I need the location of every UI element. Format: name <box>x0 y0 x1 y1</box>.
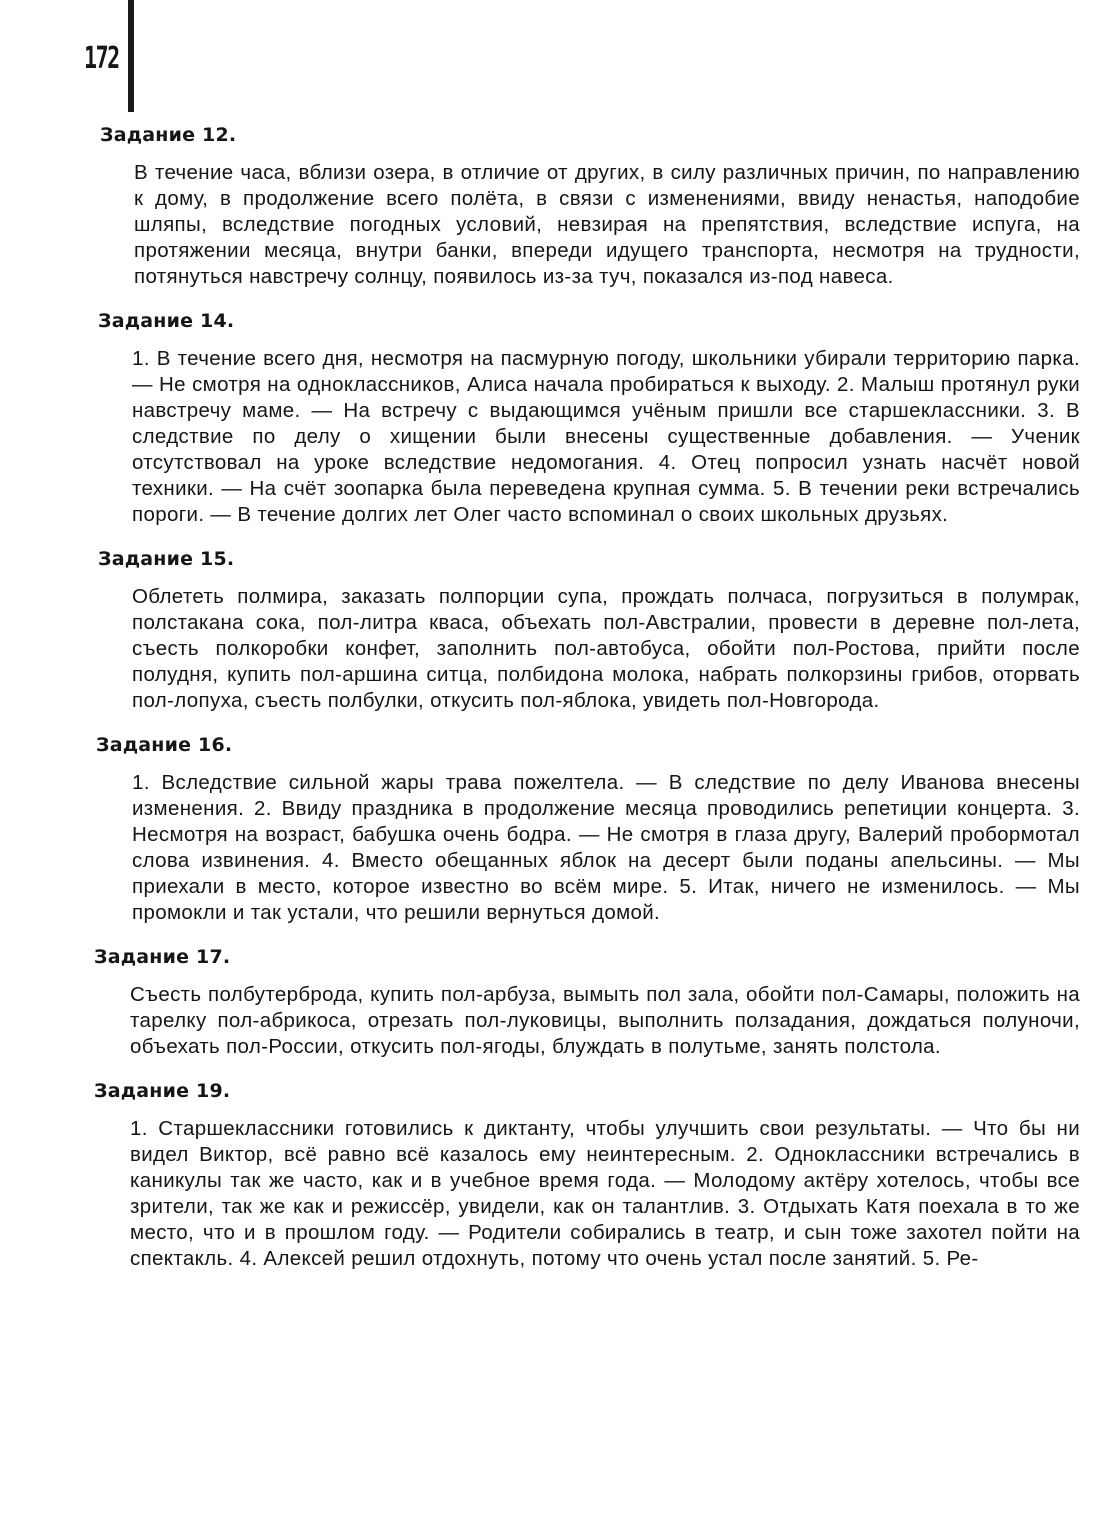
task-16-text: 1. Вследствие сильной жары трава пожелтела. — В следствие по делу Иванова внесены изменения. 2. Ввиду праздника в продолжение месяца проводились репетиции концерта. 3. Несмотря на возраст, бабушка очень бодра. — Не смотря в глаза другу, Валерий пробормотал слова извинения. 4. Вместо обещанных яблок на десерт были поданы апельсины. — Мы приехали в место, которое известно во всём мире. 5. Итак, ничего не изменилось. — Мы промокли и так устали, что решили вернуться домой. <box>132 771 1080 924</box>
task-15-text: Облететь полмира, заказать полпорции супа, прождать полчаса, погрузиться в полумрак, полстакана сока, пол-литра кваса, объехать пол-Австралии, провести в деревне пол-лета, съесть полкоробки конфет, заполнить пол-автобуса, обойти пол-Ростова, прийти после полудня, купить пол-аршина ситца, полбидона молока, набрать полкорзины грибов, оторвать пол-лопуха, съесть полбулки, откусить пол-яблока, увидеть пол-Новгорода. <box>132 585 1080 712</box>
task-12-title: Задание 12. <box>100 124 237 146</box>
task-19-text: 1. Старшеклассники готовились к диктанту, чтобы улучшить свои результаты. — Что бы ни видел Виктор, всё равно всё казалось ему неинтересным. 2. Одноклассники встречались в каникулы так же часто, как и в учебное время года. — Молодому актёру хотелось, чтобы все зрители, так же как и режиссёр, увидели, как он талантлив. 3. Отдыхать Катя поехала в то же место, что и в прошлом году. — Родители собирались в театр, и сын тоже захотел пойти на спектакль. 4. Алексей решил отдохнуть, потому что очень устал после занятий. 5. Ре- <box>130 1117 1080 1270</box>
page-number-rule <box>128 0 134 112</box>
task-16-title: Задание 16. <box>96 734 233 756</box>
task-14-section <box>92 308 1080 528</box>
page-number: 172 <box>84 41 119 76</box>
task-17-section <box>92 944 1080 1060</box>
task-19-section <box>92 1078 1080 1272</box>
task-12-section <box>92 122 1080 290</box>
task-19-title: Задание 19. <box>94 1080 231 1102</box>
page-content <box>92 122 1080 1290</box>
task-14-text: 1. В течение всего дня, несмотря на пасмурную погоду, школьники убирали территорию парка. — Не смотря на одноклассников, Алиса начала пробираться к выходу. 2. Малыш протянул руки навстречу маме. — На встречу с выдающимся учёным пришли все старшеклассники. 3. В следствие по делу о хищении были внесены существенные добавления. — Ученик отсутствовал на уроке вследствие недомогания. 4. Отец попросил узнать насчёт новой техники. — На счёт зоопарка была переведена крупная сумма. 5. В течении реки встречались пороги. — В течение долгих лет Олег часто вспоминал о своих школьных друзьях. <box>132 347 1080 526</box>
task-16-section <box>92 732 1080 926</box>
task-12-text: В течение часа, вблизи озера, в отличие от других, в силу различных причин, по направлению к дому, в продолжение всего полёта, в связи с изменениями, ввиду ненастья, наподобие шляпы, вследствие погодных условий, невзирая на препятствия, вследствие испуга, на протяжении месяца, внутри банки, впереди идущего транспорта, несмотря на трудности, потянуться навстречу солнцу, появилось из-за туч, показался из-под навеса. <box>134 161 1080 288</box>
task-15-section <box>92 546 1080 714</box>
task-15-title: Задание 15. <box>98 548 235 570</box>
task-14-title: Задание 14. <box>98 310 235 332</box>
task-17-text: Съесть полбутерброда, купить пол-арбуза, вымыть пол зала, обойти пол-Самары, положить на тарелку пол-абрикоса, отрезать пол-луковицы, выполнить ползадания, дождаться полуночи, объехать пол-России, откусить пол-ягоды, блуждать в полутьме, занять полстола. <box>130 983 1080 1058</box>
task-17-title: Задание 17. <box>94 946 231 968</box>
